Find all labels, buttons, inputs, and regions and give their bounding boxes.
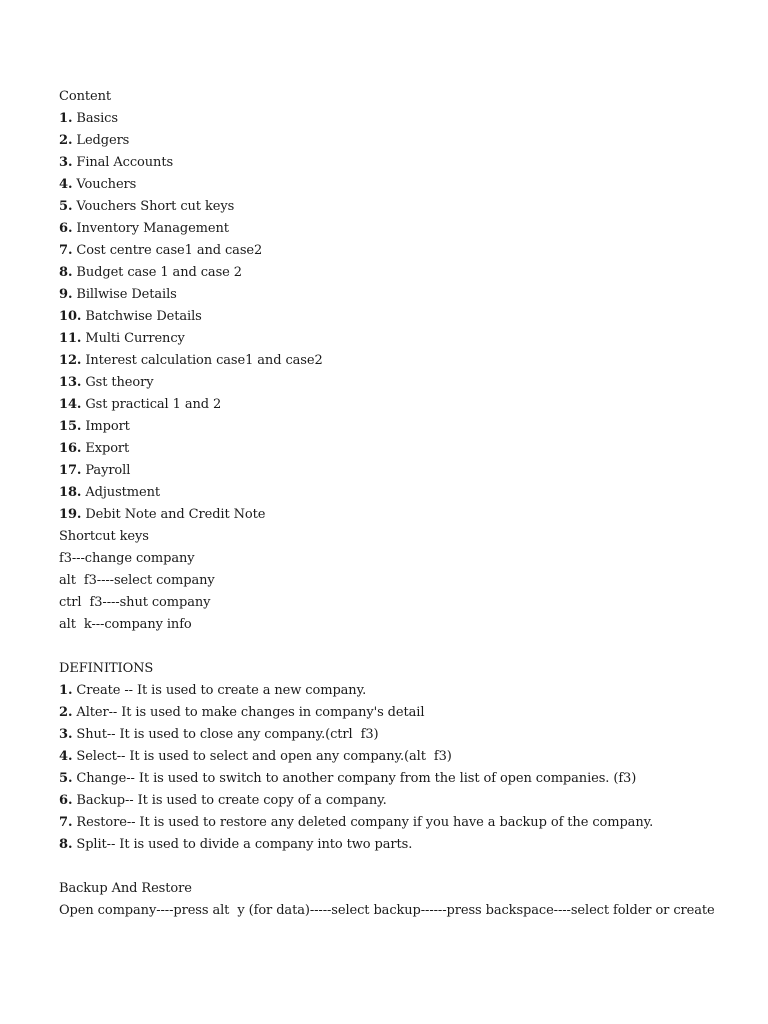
list-item: [59, 284, 749, 306]
item-number: 13.: [59, 375, 82, 390]
spacer: [59, 856, 749, 878]
list-item: [59, 108, 749, 130]
item-number: 18.: [59, 485, 82, 500]
list-item: [59, 240, 749, 262]
list-item: [59, 504, 749, 526]
list-item: [59, 460, 749, 482]
list-item: [59, 372, 749, 394]
list-item: [59, 196, 749, 218]
list-item: [59, 482, 749, 504]
definitions-list: [59, 680, 749, 856]
item-number: 10.: [59, 309, 82, 324]
item-text: Inventory Management: [72, 221, 229, 236]
item-number: 12.: [59, 353, 82, 368]
list-item: [59, 152, 749, 174]
list-item: [59, 350, 749, 372]
definitions-heading: DEFINITIONS: [59, 661, 154, 676]
spacer: [59, 636, 749, 658]
item-number: 5.: [59, 199, 73, 214]
item-text: Change-- It is used to switch to another company from the list of open companies. (f3): [72, 771, 637, 786]
item-text: Create -- It is used to create a new company.: [72, 683, 367, 698]
item-text: Split-- It is used to divide a company into two parts.: [72, 837, 413, 852]
contents-list: [59, 108, 749, 526]
item-number: 2.: [59, 133, 73, 148]
item-text: Billwise Details: [72, 287, 177, 302]
item-text: Cost centre case1 and case2: [72, 243, 263, 258]
item-number: 19.: [59, 507, 82, 522]
item-text: Debit Note and Credit Note: [81, 507, 266, 522]
definition-item: [59, 790, 749, 812]
item-text: Restore-- It is used to restore any deleted company if you have a backup of the company.: [72, 815, 654, 830]
item-number: 6.: [59, 221, 73, 236]
backup-steps: Open company----press alt y (for data)-----select backup------press backspace----select folder or create: [59, 903, 715, 918]
item-text: Shut-- It is used to close any company.(ctrl f3): [72, 727, 379, 742]
item-number: 8.: [59, 837, 73, 852]
item-number: 8.: [59, 265, 73, 280]
list-item: [59, 262, 749, 284]
item-number: 4.: [59, 749, 73, 764]
list-item: [59, 174, 749, 196]
list-item: [59, 416, 749, 438]
item-text: Import: [81, 419, 130, 434]
shortcut-item: alt f3----select company: [59, 573, 215, 588]
item-number: 9.: [59, 287, 73, 302]
item-text: Gst theory: [81, 375, 154, 390]
list-item: [59, 394, 749, 416]
definition-item: [59, 834, 749, 856]
definition-item: [59, 724, 749, 746]
item-text: Ledgers: [72, 133, 130, 148]
definition-item: [59, 812, 749, 834]
list-item: [59, 328, 749, 350]
item-text: Alter-- It is used to make changes in company's detail: [72, 705, 425, 720]
document-page: [59, 86, 749, 922]
item-text: Final Accounts: [72, 155, 174, 170]
item-number: 15.: [59, 419, 82, 434]
item-number: 5.: [59, 771, 73, 786]
item-number: 16.: [59, 441, 82, 456]
definition-item: [59, 680, 749, 702]
item-text: Vouchers Short cut keys: [72, 199, 235, 214]
item-number: 11.: [59, 331, 82, 346]
item-number: 3.: [59, 155, 73, 170]
contents-heading: Content: [59, 89, 111, 104]
backup-heading: Backup And Restore: [59, 881, 192, 896]
shortcut-item: ctrl f3----shut company: [59, 595, 211, 610]
item-number: 2.: [59, 705, 73, 720]
item-text: Batchwise Details: [81, 309, 202, 324]
definition-item: [59, 702, 749, 724]
shortcut-item: alt k---company info: [59, 617, 192, 632]
list-item: [59, 438, 749, 460]
item-text: Basics: [72, 111, 118, 126]
item-text: Multi Currency: [81, 331, 185, 346]
definition-item: [59, 746, 749, 768]
item-number: 1.: [59, 683, 73, 698]
item-text: Budget case 1 and case 2: [72, 265, 242, 280]
list-item: [59, 130, 749, 152]
shortcuts-heading: Shortcut keys: [59, 529, 149, 544]
item-text: Gst practical 1 and 2: [81, 397, 222, 412]
list-item: [59, 306, 749, 328]
item-text: Vouchers: [72, 177, 137, 192]
item-text: Payroll: [81, 463, 131, 478]
item-text: Interest calculation case1 and case2: [81, 353, 323, 368]
item-number: 7.: [59, 243, 73, 258]
item-text: Select-- It is used to select and open any company.(alt f3): [72, 749, 452, 764]
item-text: Export: [81, 441, 130, 456]
item-number: 6.: [59, 793, 73, 808]
item-number: 3.: [59, 727, 73, 742]
item-number: 14.: [59, 397, 82, 412]
item-number: 4.: [59, 177, 73, 192]
shortcuts-list: [59, 548, 749, 636]
item-text: Backup-- It is used to create copy of a company.: [72, 793, 387, 808]
list-item: [59, 218, 749, 240]
definition-item: [59, 768, 749, 790]
item-number: 1.: [59, 111, 73, 126]
item-text: Adjustment: [81, 485, 160, 500]
shortcut-item: f3---change company: [59, 551, 195, 566]
item-number: 17.: [59, 463, 82, 478]
item-number: 7.: [59, 815, 73, 830]
